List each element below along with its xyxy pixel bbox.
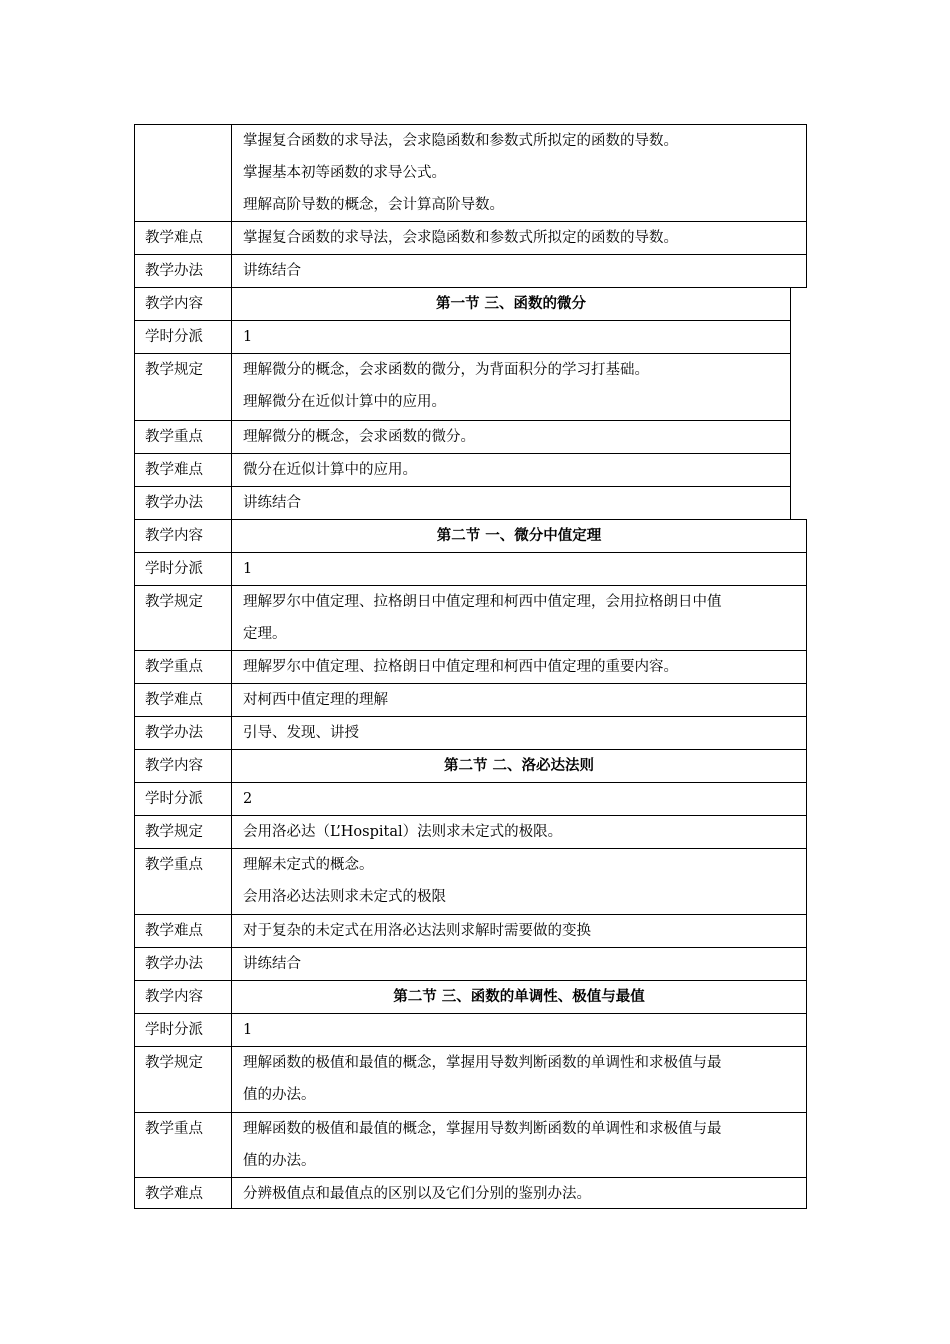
row-label: 教学规定 bbox=[134, 353, 232, 421]
table-row bbox=[134, 683, 807, 717]
content-line: 1 bbox=[243, 329, 253, 345]
content-line: 理解罗尔中值定理、拉格朗日中值定理和柯西中值定理，会用拉格朗日中值 bbox=[243, 594, 722, 610]
row-content bbox=[231, 848, 807, 915]
row-label: 教学重点 bbox=[134, 650, 232, 684]
row-label: 学时分派 bbox=[134, 552, 232, 586]
row-content bbox=[231, 1046, 807, 1113]
content-line: 理解函数的极值和最值的概念，掌握用导数判断函数的单调性和求极值与最 bbox=[243, 1121, 722, 1137]
row-label: 教学规定 bbox=[134, 1046, 232, 1113]
table-row bbox=[134, 552, 807, 586]
row-content bbox=[231, 320, 791, 354]
row-content bbox=[231, 353, 791, 421]
row-label: 教学难点 bbox=[134, 683, 232, 717]
row-content bbox=[231, 1013, 807, 1047]
row-label: 教学重点 bbox=[134, 848, 232, 915]
section-heading bbox=[231, 749, 807, 783]
row-label: 学时分派 bbox=[134, 320, 232, 354]
row-label: 教学重点 bbox=[134, 1112, 232, 1178]
content-line: 2 bbox=[243, 791, 253, 807]
row-label bbox=[134, 124, 232, 222]
row-label: 教学办法 bbox=[134, 486, 232, 520]
table-row bbox=[134, 221, 807, 255]
content-line: 讲练结合 bbox=[243, 263, 301, 279]
table-row bbox=[134, 287, 791, 321]
table-row bbox=[134, 585, 807, 651]
row-content bbox=[231, 453, 791, 487]
content-line: 会用洛必达法则求未定式的极限 bbox=[243, 889, 446, 905]
row-content bbox=[231, 585, 807, 651]
content-line: 理解函数的极值和最值的概念，掌握用导数判断函数的单调性和求极值与最 bbox=[243, 1055, 722, 1071]
table-row bbox=[134, 453, 791, 487]
row-label: 学时分派 bbox=[134, 782, 232, 816]
table-row bbox=[134, 254, 807, 288]
section-heading bbox=[231, 980, 807, 1014]
content-line: 微分在近似计算中的应用。 bbox=[243, 462, 417, 478]
row-content bbox=[231, 486, 791, 520]
table-row bbox=[134, 124, 807, 222]
content-line: 理解高阶导数的概念，会计算高阶导数。 bbox=[243, 197, 504, 213]
section-heading bbox=[231, 287, 791, 321]
content-line: 值的办法。 bbox=[243, 1153, 316, 1169]
table-row bbox=[134, 1112, 807, 1178]
table-row bbox=[134, 749, 807, 783]
row-label: 教学办法 bbox=[134, 947, 232, 981]
table-row bbox=[134, 947, 807, 981]
row-label: 教学办法 bbox=[134, 254, 232, 288]
row-content bbox=[231, 947, 807, 981]
content-line: 1 bbox=[243, 561, 253, 577]
row-content bbox=[231, 782, 807, 816]
row-label: 教学内容 bbox=[134, 287, 232, 321]
row-content bbox=[231, 1177, 807, 1209]
row-content bbox=[231, 254, 807, 288]
table-row bbox=[134, 486, 791, 520]
table-row bbox=[134, 782, 807, 816]
row-content bbox=[231, 914, 807, 948]
row-label: 教学办法 bbox=[134, 716, 232, 750]
table-row bbox=[134, 716, 807, 750]
table-row bbox=[134, 1046, 807, 1113]
row-content bbox=[231, 815, 807, 849]
content-line: 讲练结合 bbox=[243, 956, 301, 972]
table-row bbox=[134, 320, 791, 354]
content-line: 1 bbox=[243, 1022, 253, 1038]
table-row bbox=[134, 1177, 807, 1209]
table-row bbox=[134, 420, 791, 454]
row-content bbox=[231, 420, 791, 454]
content-line: 掌握复合函数的求导法，会求隐函数和参数式所拟定的函数的导数。 bbox=[243, 133, 678, 149]
content-line: 分辨极值点和最值点的区别以及它们分别的鉴别办法。 bbox=[243, 1186, 591, 1202]
row-label: 教学内容 bbox=[134, 980, 232, 1014]
table-row bbox=[134, 353, 791, 421]
table-row bbox=[134, 519, 807, 553]
content-line: 对于复杂的未定式在用洛必达法则求解时需要做的变换 bbox=[243, 923, 591, 939]
row-content bbox=[231, 683, 807, 717]
content-line: 引导、发现、讲授 bbox=[243, 725, 359, 741]
content-line: 理解微分在近似计算中的应用。 bbox=[243, 394, 446, 410]
section-heading bbox=[231, 519, 807, 553]
row-content bbox=[231, 1112, 807, 1178]
content-line: 掌握复合函数的求导法，会求隐函数和参数式所拟定的函数的导数。 bbox=[243, 230, 678, 246]
content-line: 第二节 一、微分中值定理 bbox=[436, 527, 602, 544]
row-content bbox=[231, 221, 807, 255]
row-label: 教学内容 bbox=[134, 749, 232, 783]
content-line: 值的办法。 bbox=[243, 1087, 316, 1103]
content-line: 理解微分的概念，会求函数的微分，为背面积分的学习打基础。 bbox=[243, 362, 649, 378]
table-row bbox=[134, 815, 807, 849]
content-line: 第一节 三、函数的微分 bbox=[435, 295, 587, 312]
row-label: 教学难点 bbox=[134, 453, 232, 487]
table-row bbox=[134, 650, 807, 684]
row-label: 学时分派 bbox=[134, 1013, 232, 1047]
content-line: 理解罗尔中值定理、拉格朗日中值定理和柯西中值定理的重要内容。 bbox=[243, 659, 678, 675]
content-line: 会用洛必达（L’Hospital）法则求未定式的极限。 bbox=[243, 824, 563, 840]
content-line: 对柯西中值定理的理解 bbox=[243, 692, 388, 708]
row-label: 教学内容 bbox=[134, 519, 232, 553]
table-row bbox=[134, 980, 807, 1014]
row-label: 教学规定 bbox=[134, 815, 232, 849]
table-row bbox=[134, 1013, 807, 1047]
content-line: 第二节 二、洛必达法则 bbox=[443, 757, 595, 774]
content-line: 理解微分的概念，会求函数的微分。 bbox=[243, 429, 475, 445]
table-row bbox=[134, 848, 807, 915]
row-content bbox=[231, 552, 807, 586]
content-line: 掌握基本初等函数的求导公式。 bbox=[243, 165, 446, 181]
row-label: 教学重点 bbox=[134, 420, 232, 454]
content-line: 定理。 bbox=[243, 626, 287, 642]
row-content bbox=[231, 124, 807, 222]
row-label: 教学难点 bbox=[134, 221, 232, 255]
content-line: 第二节 三、函数的单调性、极值与最值 bbox=[393, 988, 645, 1005]
row-content bbox=[231, 650, 807, 684]
content-line: 理解未定式的概念。 bbox=[243, 857, 374, 873]
row-label: 教学难点 bbox=[134, 914, 232, 948]
row-label: 教学规定 bbox=[134, 585, 232, 651]
table-row bbox=[134, 914, 807, 948]
content-line: 讲练结合 bbox=[243, 495, 301, 511]
row-label: 教学难点 bbox=[134, 1177, 232, 1209]
row-content bbox=[231, 716, 807, 750]
